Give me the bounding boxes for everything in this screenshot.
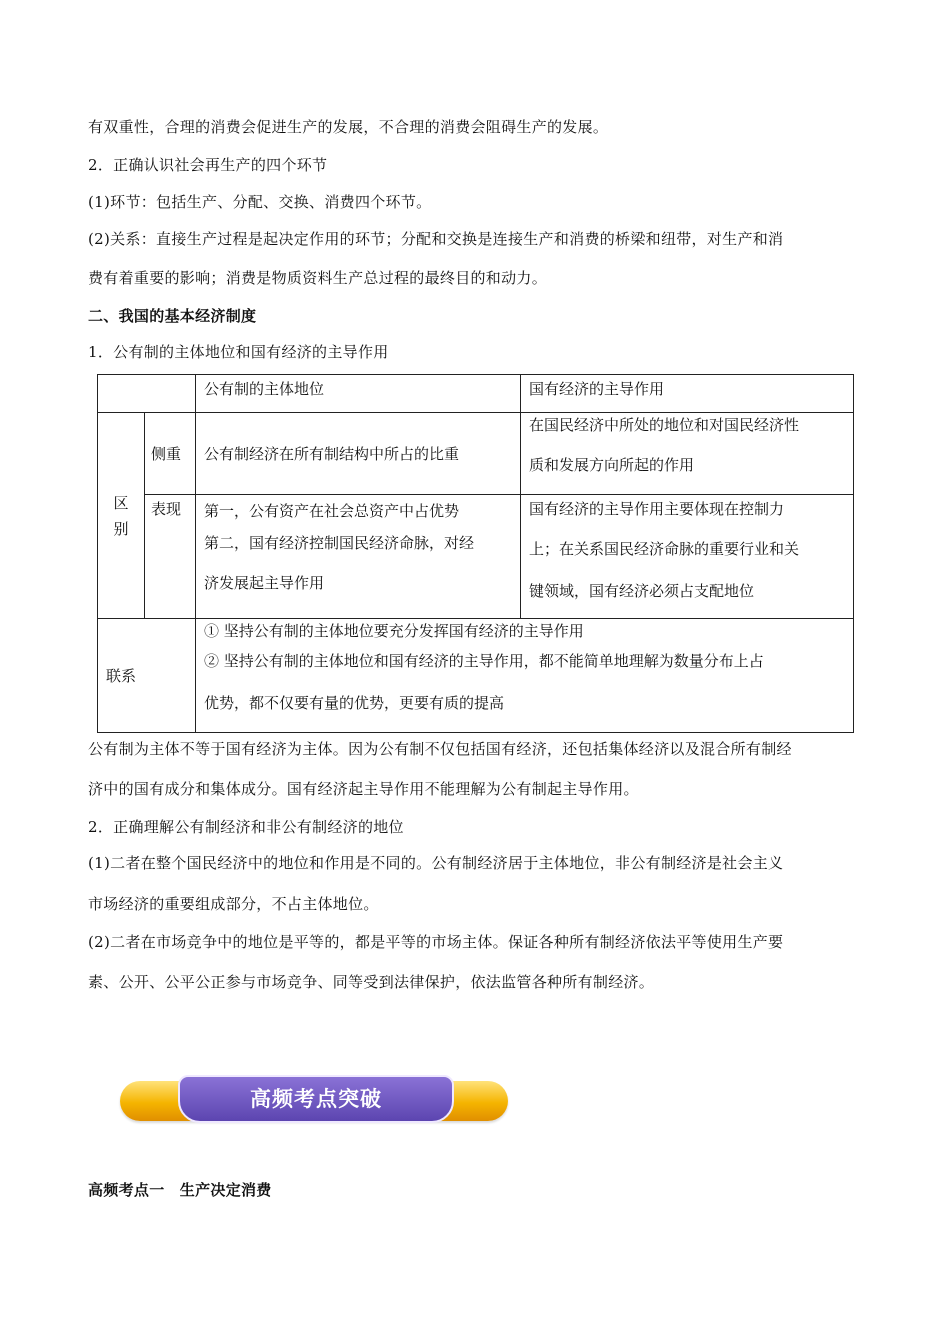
table-row	[98, 495, 854, 619]
paragraph-line: 公有制为主体不等于国有经济为主体。因为公有制不仅包括国有经济，还包括集体经济以及混合所有制经	[88, 740, 792, 758]
group-label-char: 别	[113, 519, 129, 538]
table-cell: 公有制经济在所有制结构中所占的比重	[196, 413, 521, 495]
intro-line: 有双重性，合理的消费会促进生产的发展，不合理的消费会阻碍生产的发展。	[88, 118, 609, 136]
table-corner-cell	[98, 375, 196, 413]
topic-heading: 高频考点一 生产决定消费	[88, 1181, 272, 1199]
table-header-cell: 国有经济的主导作用	[521, 375, 854, 413]
section-heading: 二、我国的基本经济制度	[88, 307, 257, 325]
paragraph-line: (1)二者在整个国民经济中的地位和作用是不同的。公有制经济居于主体地位，非公有制经济是社会主义	[88, 854, 784, 872]
group-label-char: 区	[113, 493, 129, 512]
cell-text: 国有经济的主导作用主要体现在控制力	[529, 500, 785, 518]
row-label-cell: 联系	[98, 619, 196, 733]
comparison-table	[97, 374, 854, 733]
row-label-cell: 侧重	[145, 413, 196, 495]
cell-text: 济发展起主导作用	[204, 574, 325, 592]
cell-text: 键领域，国有经济必须占支配地位	[529, 582, 755, 600]
paragraph-line: 费有着重要的影响；消费是物质资料生产总过程的最终目的和动力。	[88, 269, 548, 287]
table-cell	[521, 495, 854, 619]
table-row	[98, 619, 854, 733]
table-header-row	[98, 375, 854, 413]
row-label-cell: 表现	[145, 495, 196, 619]
subheading: 1．公有制的主体地位和国有经济的主导作用	[88, 343, 389, 361]
paragraph-line: (2)二者在市场竞争中的地位是平等的，都是平等的市场主体。保证各种所有制经济依法平等使用生产要	[88, 933, 784, 951]
paragraph-line: 市场经济的重要组成部分，不占主体地位。	[88, 895, 379, 913]
table-cell	[196, 619, 854, 733]
cell-text: 优势，都不仅要有量的优势，更要有质的提高	[204, 694, 505, 712]
cell-text: 上；在关系国民经济命脉的重要行业和关	[529, 540, 800, 558]
cell-text: 第二，国有经济控制国民经济命脉，对经	[204, 534, 475, 552]
paragraph-line: (1)环节：包括生产、分配、交换、消费四个环节。	[88, 193, 432, 211]
table-cell	[196, 495, 521, 619]
cell-text: ② 坚持公有制的主体地位和国有经济的主导作用，都不能简单地理解为数量分布上占	[204, 652, 764, 670]
table-header-cell: 公有制的主体地位	[196, 375, 521, 413]
section-banner	[120, 1075, 508, 1125]
subheading: 2．正确理解公有制经济和非公有制经济的地位	[88, 818, 404, 836]
paragraph-line: 济中的国有成分和集体成分。国有经济起主导作用不能理解为公有制起主导作用。	[88, 780, 639, 798]
cell-text: 质和发展方向所起的作用	[529, 456, 695, 474]
paragraph-line: 素、公开、公平公正参与市场竞争、同等受到法律保护，依法监管各种所有制经济。	[88, 973, 655, 991]
paragraph-line: (2)关系：直接生产过程是起决定作用的环节；分配和交换是连接生产和消费的桥梁和纽带，对生产和消	[88, 230, 784, 248]
cell-text: ① 坚持公有制的主体地位要充分发挥国有经济的主导作用	[204, 622, 584, 640]
cell-text: 在国民经济中所处的地位和对国民经济性	[529, 416, 800, 434]
subheading: 2．正确认识社会再生产的四个环节	[88, 156, 328, 174]
cell-text: 第一，公有资产在社会总资产中占优势	[204, 502, 460, 520]
group-label-cell	[98, 413, 145, 619]
table-row	[98, 413, 854, 495]
banner-title: 高频考点突破	[250, 1087, 382, 1111]
table-cell	[521, 413, 854, 495]
